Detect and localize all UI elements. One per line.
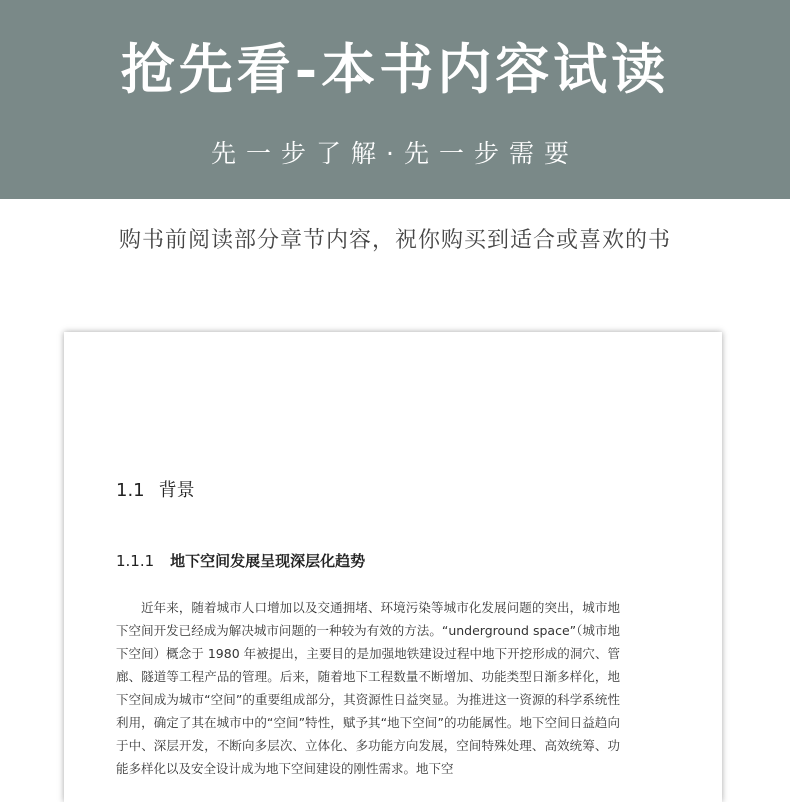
section-number: 1.1 xyxy=(116,480,145,501)
section-heading xyxy=(116,478,195,504)
subsection-title: 地下空间发展呈现深层化趋势 xyxy=(170,552,366,570)
body-paragraph: 近年来，随着城市人口增加以及交通拥堵、环境污染等城市化发展问题的突出，城市地下空间开发已经成为解决城市问题的一种较为有效的方法。“underground space”（城市地下空间）概念于 1980 年被提出，主要目的是加强地铁建设过程中地下开挖形成的洞穴、管廊、隧道等工程产品的管理。后来，随着地下工程数量不断增加、功能类型日渐多样化，地下空间成为城市“空间”的重要组成部分，其资源性日益突显。为推进这一资源的科学系统性利用，确定了其在城市中的“空间”特性，赋予其“地下空间”的功能属性。地下空间日益趋向于中、深层开发，不断向多层次、立体化、多功能方向发展，空间特殊处理、高效统筹、功能多样化以及安全设计成为地下空间建设的刚性需求。地下空 xyxy=(116,600,620,776)
banner-title: 抢先看-本书内容试读 xyxy=(120,37,670,101)
banner-subtitle: 先一步了解·先一步需要 xyxy=(211,139,579,168)
sample-page xyxy=(64,332,722,802)
subsection-heading xyxy=(116,549,365,573)
header-banner xyxy=(0,0,790,199)
intro-text: 购书前阅读部分章节内容，祝你购买到适合或喜欢的书 xyxy=(118,228,671,253)
section-title: 背景 xyxy=(158,480,195,501)
subsection-number: 1.1.1 xyxy=(116,552,155,570)
